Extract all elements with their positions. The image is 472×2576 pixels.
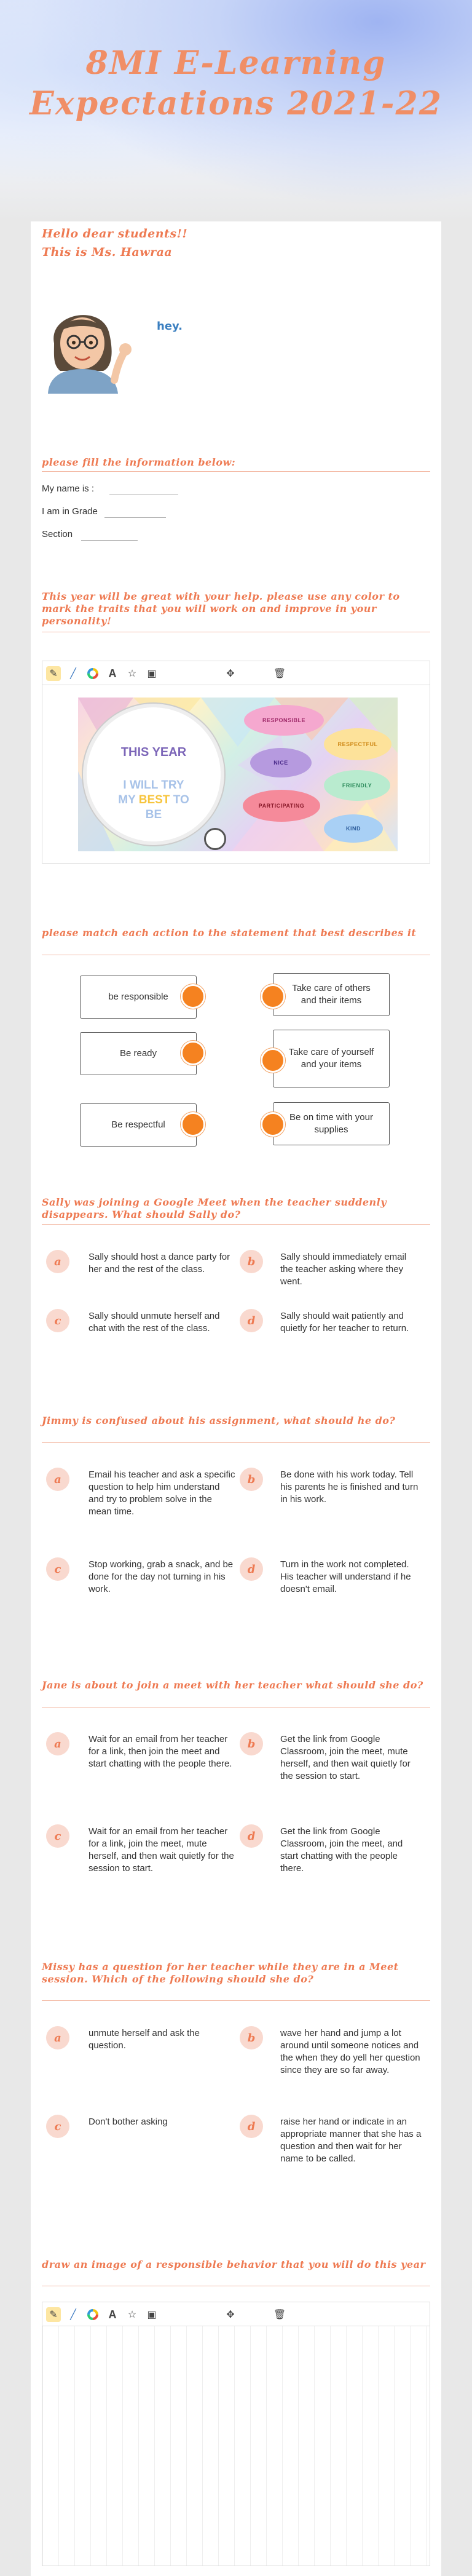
trait-bubble-participating[interactable]: PARTICIPATING	[243, 790, 320, 822]
page-title: 8MI E-Learning Expectations 2021-22	[30, 44, 442, 122]
match-left-3: Be respectful	[80, 1103, 197, 1147]
match-dot-right-2[interactable]	[261, 1048, 285, 1073]
q4-option-a-badge[interactable]: a	[46, 2026, 69, 2049]
speech-text: hey.	[157, 320, 183, 333]
marker-icon[interactable]: ╱	[70, 2310, 76, 2320]
drawing-canvas[interactable]	[42, 2326, 430, 2566]
q4-option-a[interactable]: unmute herself and ask the question.	[88, 2028, 200, 2051]
match-dot-left-3[interactable]	[181, 1112, 205, 1137]
divider	[42, 1707, 430, 1708]
section-field[interactable]	[81, 540, 138, 541]
q1-heading: Sally was joining a Google Meet when the teacher suddenly disappears. What should Sally do?	[42, 1196, 387, 1220]
trait-bubble-nice[interactable]: NICE	[250, 748, 312, 777]
q3-option-a[interactable]: Wait for an email from her teacher for a link, then join the meet and start chatting with the people there.	[88, 1734, 232, 1769]
q4-option-c-badge[interactable]: c	[46, 2115, 69, 2138]
text-icon[interactable]: A	[108, 667, 117, 680]
divider	[42, 471, 430, 472]
trash-icon[interactable]: 🗑	[273, 2310, 286, 2320]
q2-heading: Jimmy is confused about his assignment, what should he do?	[42, 1415, 396, 1426]
q3-option-c[interactable]: Wait for an email from her teacher for a link, join the meet, mute herself, and then wait quietly for the session to start.	[88, 1826, 234, 1874]
q2-option-d-badge[interactable]: d	[240, 1557, 263, 1581]
pencil-icon[interactable]: ✎	[46, 2307, 61, 2322]
q3-option-c-badge[interactable]: c	[46, 1824, 69, 1848]
pen-circle-icon	[204, 828, 226, 850]
q3-option-b-badge[interactable]: b	[240, 1732, 263, 1755]
q1-option-b-badge[interactable]: b	[240, 1250, 263, 1273]
match-dot-left-1[interactable]	[181, 984, 205, 1009]
teacher-avatar	[42, 300, 133, 394]
trait-bubble-friendly[interactable]: FRIENDLY	[324, 770, 390, 801]
drawing-toolbar	[42, 2302, 430, 2326]
image-icon[interactable]: ▣	[147, 669, 157, 679]
color-wheel-icon[interactable]	[85, 666, 100, 681]
traits-heading: This year will be great with your help. please use any color to mark the traits that you will work on and improve in your personality!	[42, 590, 400, 627]
q2-option-a-badge[interactable]: a	[46, 1468, 69, 1491]
q1-option-d-badge[interactable]: d	[240, 1309, 263, 1332]
star-icon[interactable]: ☆	[127, 2310, 137, 2320]
q4-option-b-badge[interactable]: b	[240, 2026, 263, 2049]
q3-option-b[interactable]: Get the link from Google Classroom, join the meet, mute herself, and then wait quietly for the session to start.	[280, 1734, 411, 1781]
q2-option-a[interactable]: Email his teacher and ask a specific question to help him understand and try to problem solve in the mean time.	[88, 1469, 235, 1517]
q1-option-c[interactable]: Sally should unmute herself and chat with the rest of the class.	[88, 1311, 220, 1334]
divider	[42, 1442, 430, 1443]
q2-option-b[interactable]: Be done with his work today. Tell his parents he is finished and turn in his work.	[280, 1469, 419, 1505]
move-icon[interactable]: ✥	[226, 2310, 235, 2320]
pencil-icon[interactable]: ✎	[46, 666, 61, 681]
q3-option-d[interactable]: Get the link from Google Classroom, join the meet, and start chatting with the people there.	[280, 1826, 403, 1874]
motto-circle	[83, 704, 224, 845]
q4-option-d-badge[interactable]: d	[240, 2115, 263, 2138]
match-left-1: be responsible	[80, 976, 197, 1019]
q3-option-d-badge[interactable]: d	[240, 1824, 263, 1848]
q3-heading: Jane is about to join a meet with her teacher what should she do?	[42, 1679, 423, 1691]
match-right-2: Take care of yourself and your items	[273, 1030, 390, 1087]
q3-option-a-badge[interactable]: a	[46, 1732, 69, 1755]
section-label: Section	[42, 529, 73, 539]
q4-option-d[interactable]: raise her hand or indicate in an appropriate manner that she has a question and then wait for her name to be called.	[280, 2117, 422, 2164]
match-right-1: Take care of others and their items	[273, 973, 390, 1016]
name-label: My name is :	[42, 483, 95, 494]
q2-option-b-badge[interactable]: b	[240, 1468, 263, 1491]
greeting-line-2: This is Ms. Hawraa	[42, 245, 173, 259]
draw-heading: draw an image of a responsible behavior that you will do this year	[42, 2259, 426, 2270]
match-dot-right-1[interactable]	[261, 984, 285, 1009]
q4-heading: Missy has a question for her teacher while they are in a Meet session. Which of the following should she do?	[42, 1961, 399, 1985]
text-icon[interactable]: A	[108, 2308, 117, 2321]
trash-icon[interactable]: 🗑	[273, 669, 286, 679]
q1-option-b[interactable]: Sally should immediately email the teacher asking where they went.	[280, 1252, 407, 1287]
divider	[42, 2000, 430, 2001]
match-right-3: Be on time with your supplies	[273, 1102, 390, 1145]
q4-option-b[interactable]: wave her hand and jump a lot around until someone notices and the when they do yell her question since they are so far away.	[280, 2028, 420, 2075]
match-dot-left-2[interactable]	[181, 1041, 205, 1065]
q2-option-c[interactable]: Stop working, grab a snack, and be done for the day not turning in his work.	[88, 1559, 234, 1594]
q4-option-c[interactable]: Don't bother asking	[88, 2117, 168, 2127]
greeting-line-1: Hello dear students!!	[42, 227, 188, 241]
motto-title: THIS YEAR	[120, 745, 187, 759]
traits-canvas[interactable]	[42, 685, 430, 864]
divider	[42, 1224, 430, 1225]
q1-option-a-badge[interactable]: a	[46, 1250, 69, 1273]
worksheet-card	[31, 221, 441, 2576]
header-banner	[0, 0, 472, 221]
match-heading: please match each action to the statement that best describes it	[42, 927, 417, 939]
q1-option-d[interactable]: Sally should wait patiently and quietly for her teacher to return.	[280, 1311, 409, 1334]
info-heading: please fill the information below:	[42, 456, 236, 468]
color-wheel-icon[interactable]	[85, 2307, 100, 2322]
q1-option-a[interactable]: Sally should host a dance party for her and the rest of the class.	[88, 1252, 230, 1274]
trait-bubble-kind[interactable]: KIND	[324, 814, 383, 843]
star-icon[interactable]: ☆	[127, 669, 137, 679]
marker-icon[interactable]: ╱	[70, 669, 76, 679]
q1-option-c-badge[interactable]: c	[46, 1309, 69, 1332]
grade-label: I am in Grade	[42, 506, 98, 517]
q2-option-c-badge[interactable]: c	[46, 1557, 69, 1581]
match-left-2: Be ready	[80, 1032, 197, 1075]
drawing-toolbar	[42, 661, 430, 685]
trait-bubble-respectful[interactable]: RESPECTFUL	[324, 728, 391, 760]
grade-field[interactable]	[104, 517, 166, 518]
image-icon[interactable]: ▣	[147, 2310, 157, 2320]
q2-option-d[interactable]: Turn in the work not completed. His teacher will understand if he doesn't email.	[280, 1559, 411, 1594]
move-icon[interactable]: ✥	[226, 669, 235, 679]
trait-bubble-responsible[interactable]: RESPONSIBLE	[244, 705, 324, 736]
traits-image	[78, 698, 398, 851]
match-dot-right-3[interactable]	[261, 1112, 285, 1137]
motto-text: I WILL TRY MY BEST TO BE	[118, 779, 189, 821]
